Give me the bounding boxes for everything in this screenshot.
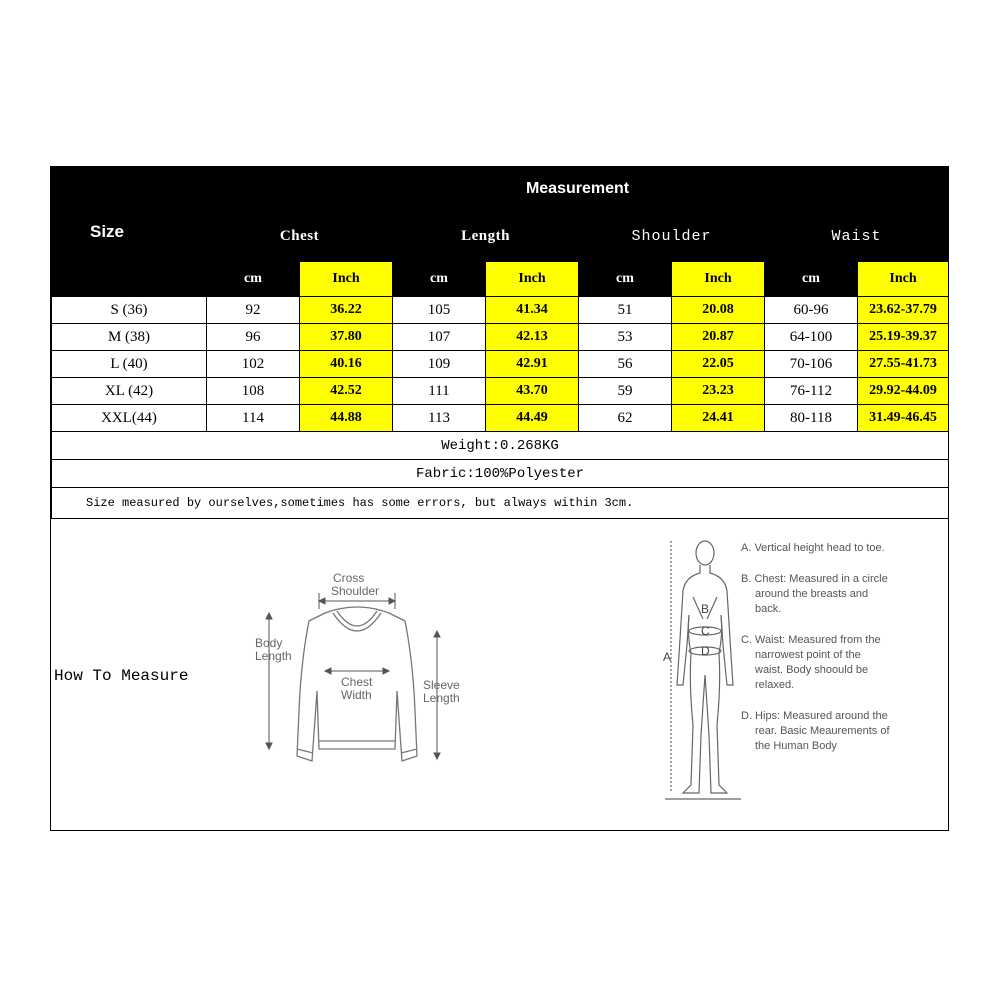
waist-inch-cell: 23.62-37.79 (858, 297, 949, 324)
length-cm-cell: 109 (393, 351, 486, 378)
chest-inch-cell: 37.80 (300, 324, 393, 351)
shoulder-inch-cell: 20.08 (672, 297, 765, 324)
table-row (52, 351, 949, 378)
shoulder-cm-cell: 53 (579, 324, 672, 351)
unit-header: Inch (858, 262, 949, 297)
marker-d: D (701, 644, 710, 658)
body-length-label-2: Length (255, 649, 292, 663)
sleeve-length-label-1: Sleeve (423, 678, 460, 692)
size-cell: XXL(44) (52, 405, 207, 432)
chest-inch-cell: 42.52 (300, 378, 393, 405)
body-length-label-1: Body (255, 636, 283, 650)
size-table (51, 167, 949, 519)
unit-header: Inch (300, 262, 393, 297)
chest-cm-cell: 102 (207, 351, 300, 378)
length-cm-cell: 113 (393, 405, 486, 432)
length-inch-cell: 42.91 (486, 351, 579, 378)
waist-inch-cell: 25.19-39.37 (858, 324, 949, 351)
waist-cm-cell: 80-118 (765, 405, 858, 432)
shoulder-inch-cell: 23.23 (672, 378, 765, 405)
note-c: C. Waist: Measured from the narrowest point of the waist. Body shoould be relaxed. (741, 634, 881, 691)
size-cell: S (36) (52, 297, 207, 324)
measurement-note: Size measured by ourselves,sometimes has some errors, but always within 3cm. (52, 488, 949, 519)
how-to-measure-label: How To Measure (54, 667, 189, 685)
size-cell: M (38) (52, 324, 207, 351)
waist-inch-cell: 31.49-46.45 (858, 405, 949, 432)
length-inch-cell: 42.13 (486, 324, 579, 351)
waist-inch-cell: 27.55-41.73 (858, 351, 949, 378)
unit-header: Inch (672, 262, 765, 297)
waist-cm-cell: 70-106 (765, 351, 858, 378)
length-cm-cell: 105 (393, 297, 486, 324)
length-inch-cell: 43.70 (486, 378, 579, 405)
size-header: Size (52, 168, 207, 297)
sleeve-length-label-2: Length (423, 691, 460, 705)
measurement-header: Measurement (207, 168, 949, 211)
shoulder-cm-cell: 59 (579, 378, 672, 405)
chest-header: Chest (207, 211, 393, 262)
waist-header: Waist (765, 211, 949, 262)
table-row (52, 324, 949, 351)
waist-cm-cell: 64-100 (765, 324, 858, 351)
marker-a: A (663, 650, 672, 664)
chest-inch-cell: 40.16 (300, 351, 393, 378)
chest-cm-cell: 114 (207, 405, 300, 432)
marker-b: B (701, 602, 710, 616)
chest-inch-cell: 44.88 (300, 405, 393, 432)
waist-cm-cell: 60-96 (765, 297, 858, 324)
table-row (52, 405, 949, 432)
table-row (52, 378, 949, 405)
chest-cm-cell: 108 (207, 378, 300, 405)
waist-inch-cell: 29.92-44.09 (858, 378, 949, 405)
note-a: A. Vertical height head to toe. (741, 542, 885, 554)
length-cm-cell: 107 (393, 324, 486, 351)
how-to-measure-section (51, 519, 948, 830)
fabric-info: Fabric:100%Polyester (52, 460, 949, 488)
unit-header: cm (207, 262, 300, 297)
shoulder-inch-cell: 24.41 (672, 405, 765, 432)
chest-width-label-2: Width (341, 688, 372, 702)
shoulder-cm-cell: 56 (579, 351, 672, 378)
chest-cm-cell: 96 (207, 324, 300, 351)
shoulder-cm-cell: 62 (579, 405, 672, 432)
marker-c: C (701, 624, 710, 638)
shoulder-inch-cell: 20.87 (672, 324, 765, 351)
table-row (52, 297, 949, 324)
unit-header: cm (393, 262, 486, 297)
size-chart (50, 166, 949, 831)
length-inch-cell: 41.34 (486, 297, 579, 324)
size-cell: L (40) (52, 351, 207, 378)
chest-cm-cell: 92 (207, 297, 300, 324)
unit-header: cm (765, 262, 858, 297)
note-d: D. Hips: Measured around the rear. Basic Meaurements of the Human Body (741, 710, 890, 752)
weight-info: Weight:0.268KG (52, 432, 949, 460)
shoulder-cm-cell: 51 (579, 297, 672, 324)
unit-header: Inch (486, 262, 579, 297)
shoulder-inch-cell: 22.05 (672, 351, 765, 378)
waist-cm-cell: 76-112 (765, 378, 858, 405)
body-measure-diagram (663, 535, 743, 805)
unit-header: cm (579, 262, 672, 297)
shoulder-header: Shoulder (579, 211, 765, 262)
cross-shoulder-label-2: Shoulder (331, 584, 380, 598)
length-cm-cell: 111 (393, 378, 486, 405)
length-inch-cell: 44.49 (486, 405, 579, 432)
body-measure-notes (741, 541, 891, 770)
cross-shoulder-label-1: Cross (333, 571, 365, 585)
note-b: B. Chest: Measured in a circle around the breasts and back. (741, 573, 888, 615)
chest-inch-cell: 36.22 (300, 297, 393, 324)
size-cell: XL (42) (52, 378, 207, 405)
length-header: Length (393, 211, 579, 262)
chest-width-label-1: Chest (341, 675, 373, 689)
garment-measure-diagram (247, 571, 477, 771)
